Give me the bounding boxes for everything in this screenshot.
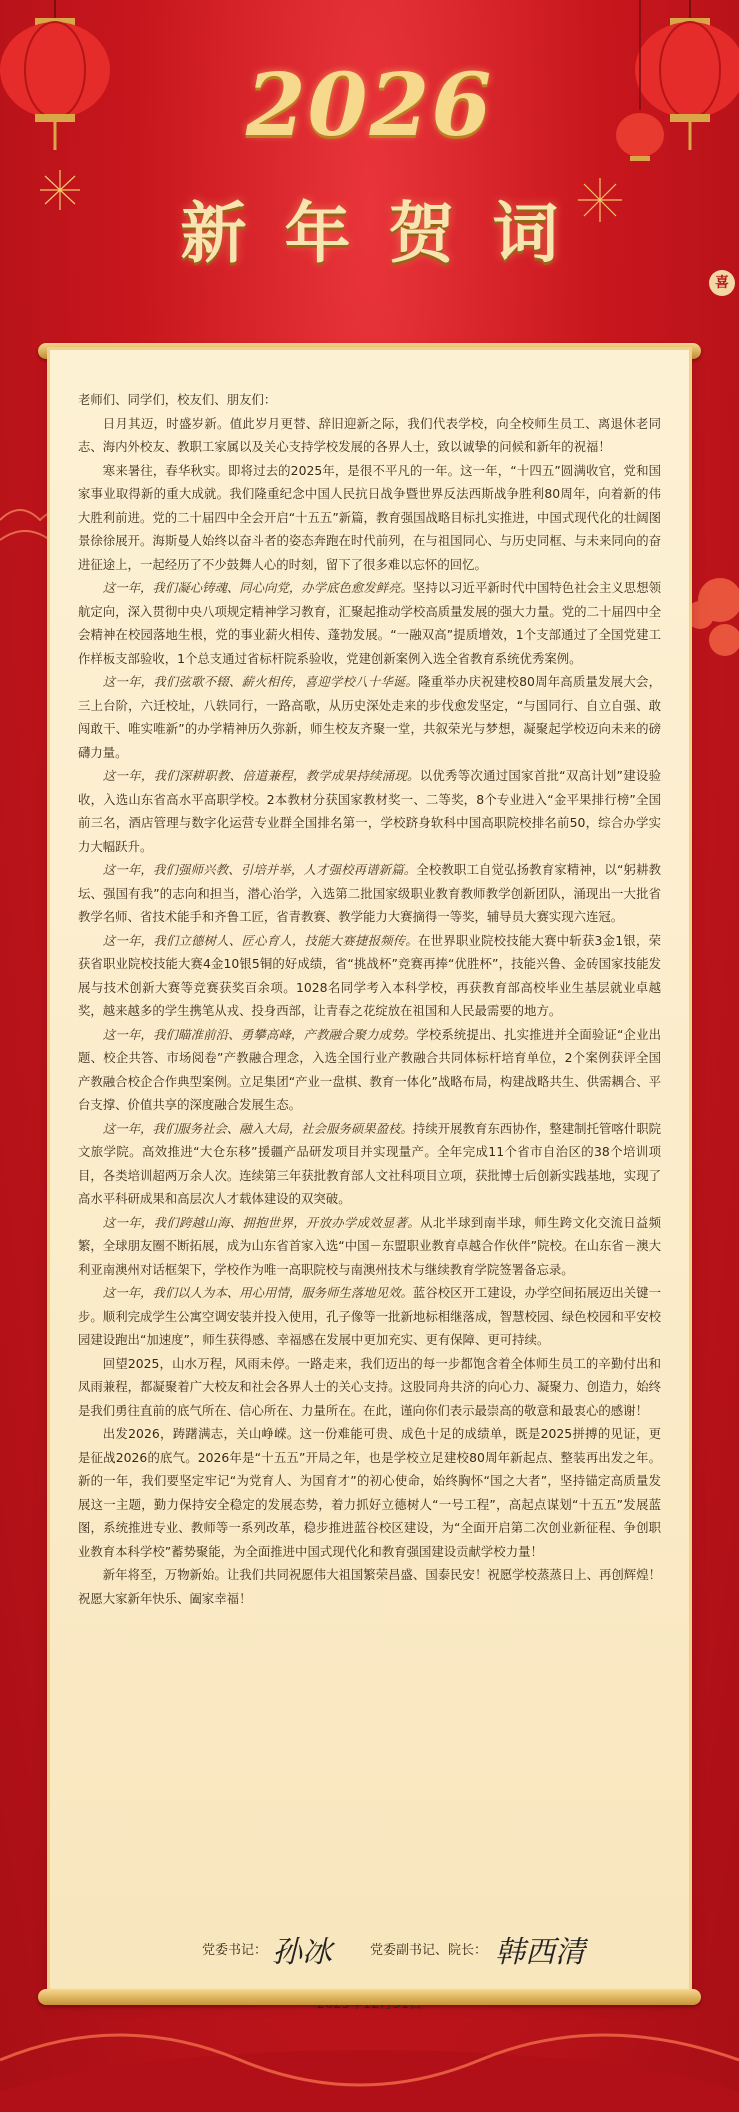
section-paragraph	[78, 1023, 661, 1117]
section-body: 全校教职工自觉弘扬教育家精神，以“躬耕教坛、强国有我”的志向和担当，潜心治学，入选第二批国家级职业教育教师教学创新团队，涌现出一大批省教学名师、省技术能手和齐鲁工匠，省青教赛、教学能力大赛摘得一等奖，辅导员大赛实现六连冠。	[78, 862, 662, 924]
section-body: 在世界职业院校技能大赛中斩获3金1银，荣获省职业院校技能大赛4金10银5铜的好成绩，省“挑战杯”竞赛再捧“优胜杯”，技能兴鲁、金砖国家技能发展与技术创新大赛等竞赛获奖百余项。1028名同学考入本科学校，再获教育部高校毕业生基层就业卓越奖，越来越多的学生携笔从戎、投身西部，让青春之花绽放在祖国和人民最需要的地方。	[78, 932, 661, 1018]
cloud-right-icon	[686, 578, 739, 656]
section-body: 从北半球到南半球，师生跨文化交流日益频繁，全球朋友圈不断拓展，成为山东省首家入选“中国－东盟职业教育卓越合作伙伴”院校。在山东省－澳大利亚南澳州对话框架下，学校作为唯一高职院校与南澳州技术与继续教育学院签署备忘录。	[78, 1214, 662, 1277]
section-body: 蓝谷校区开工建设，办学空间拓展迈出关键一步。顺利完成学生公寓空调安装并投入使用，孔子像等一批新地标相继落成，智慧校园、绿色校园和平安校园建设跑出“加速度”，师生获得感、幸福感在发展中更加充实、更有保障、更可持续。	[78, 1285, 662, 1347]
section-paragraph	[78, 1281, 661, 1352]
section-lead: 这一年，我们以人为本、用心用情，服务师生落地见效。	[102, 1285, 413, 1300]
section-lead: 这一年，我们立德树人、匠心育人，技能大赛捷报频传。	[102, 932, 419, 948]
closing-paragraph: 新年将至，万物新始。让我们共同祝愿伟大祖国繁荣昌盛、国泰民安！祝愿学校蒸蒸日上、再创辉煌！祝愿大家新年快乐、阖家幸福！	[78, 1567, 661, 1606]
section-body: 持续开展教育东西协作，整建制托管喀什职院文旅学院。高效推进“大仓东移”援疆产品研发项目并实现量产。全年完成11个省市自治区的38个培训项目，各类培训超两万余人次。连续第三年获批教育部人文社科项目立项，获批博士后创新实践基地，实现了高水平科研成果和高层次人才载体建设的双突破。	[78, 1120, 662, 1206]
secretary-label: 党委书记：	[202, 1943, 268, 1958]
deputy-signature: 韩西清	[495, 1935, 585, 1970]
section-lead: 这一年，我们强师兴教、引培并举，人才强校再谱新篇。	[102, 862, 417, 877]
secretary-signature: 孙冰	[272, 1935, 332, 1970]
deputy-label: 党委副书记、院长：	[370, 1943, 488, 1958]
section-paragraph	[78, 929, 661, 1023]
letter-scroll	[50, 350, 689, 1995]
section-lead: 这一年，我们凝心铸魂、同心向党，办学底色愈发鲜亮。	[102, 580, 413, 595]
section-paragraph	[78, 576, 661, 670]
section-paragraph	[78, 670, 661, 764]
section-lead: 这一年，我们跨越山海、拥抱世界，开放办学成效显著。	[102, 1214, 421, 1230]
section-lead: 这一年，我们深耕职教、倍道兼程，教学成果持续涌现。	[102, 768, 420, 783]
section-body: 坚持以习近平新时代中国特色社会主义思想领航定向，深入贯彻中央八项规定精神学习教育，汇聚起推动学校高质量发展的强大力量。党的二十届四中全会精神在校园落地生根，党的事业薪火相传、蓬勃发展。“一融双高”提质增效，1个支部通过了全国党建工作样板支部验收，1个总支通过省标杆院系验收，党建创新案例入选全省教育系统优秀案例。	[78, 580, 662, 666]
section-lead: 这一年，我们瞄准前沿、勇攀高峰，产教融合聚力成势。	[102, 1026, 417, 1042]
greeting: 老师们、同学们，校友们、朋友们：	[78, 392, 277, 407]
scroll-bottom-rod	[38, 1989, 701, 2005]
section-body: 学校系统提出、扎实推进并全面验证“企业出题、校企共答、市场阅卷”产教融合理念，入选全国行业产教融合共同体标杆培育单位，2个案例获评全国产教融合校企合作典型案例。立足集团“产业一盘棋、教育一体化”战略布局，构建战略共生、供需耦合、平台支撑、价值共享的深度融合发展生态。	[78, 1026, 662, 1112]
section-body: 隆重举办庆祝建校80周年高质量发展大会，三上台阶，六迁校址，八轶同行，一路高歌，从历史深处走来的步伐愈发坚定，“与国同行、自立自强、敢闯敢干、唯实唯新”的办学精神历久弥新，师生校友齐聚一堂，共叙荣光与梦想，凝聚起学校迈向未来的磅礴力量。	[78, 674, 661, 760]
intro-paragraph: 日月其迈，时盛岁新。值此岁月更替、辞旧迎新之际，我们代表学校，向全校师生员工、离退休老同志、海内外校友、教职工家属以及关心支持学校发展的各界人士，致以诚挚的问候和新年的祝福！	[78, 415, 661, 454]
xi-seal-icon: 喜	[709, 270, 735, 296]
section-paragraph	[78, 1211, 661, 1282]
section-body: 以优秀等次通过国家首批“双高计划”建设验收，入选山东省高水平高职学校。2本教材分获国家教材奖一、二等奖，8个专业进入“金平果排行榜”全国前三名，酒店管理与数字化运营专业群全国排名第一，学校跻身软科中国高职院校排名前50，综合办学实力大幅跃升。	[78, 768, 661, 854]
bottom-wave-decor	[0, 2035, 739, 2112]
section-lead: 这一年，我们服务社会、融入大局，社会服务硕果盈枝。	[102, 1120, 413, 1136]
review-paragraph: 寒来暑往，春华秋实。即将过去的2025年，是很不平凡的一年。这一年，“十四五”圆满收官，党和国家事业取得新的重大成就。我们隆重纪念中国人民抗日战争暨世界反法西斯战争胜利80周年，向着新的伟大胜利前进。党的二十届四中全会开启“十五五”新篇，教育强国战略目标扎实推进，中国式现代化的壮阔图景徐徐展开。海斯曼人始终以奋斗者的姿态奔跑在时代前列，在与祖国同心、与历史同框、与未来同向的奋进征途上，一起经历了不少鼓舞人心的时刻，留下了很多难以忘怀的回忆。	[78, 462, 661, 572]
section-paragraph	[78, 1117, 661, 1211]
section-paragraph	[78, 764, 661, 858]
section-paragraph	[78, 858, 661, 929]
page-title: 新年贺词	[180, 194, 597, 272]
year-title: 2026	[245, 55, 494, 156]
retrospect-paragraph: 回望2025，山水万程，风雨未停。一路走来，我们迈出的每一步都饱含着全体师生员工的辛勤付出和凤雨兼程，都凝聚着广大校友和社会各界人士的关心支持。这股同舟共济的向心力、凝聚力、创造力，始终是我们勇往直前的底气所在、信心所在、力量所在。在此，谨向你们表示最崇高的敬意和最衷心的感谢！	[78, 1355, 661, 1418]
outlook-paragraph: 出发2026，踌躇满志，关山峥嵘。这一份难能可贵、成色十足的成绩单，既是2025拼搏的见证，更是征战2026的底气。2026年是“十五五”开局之年，也是学校立足建校80周年新起点、整装再出发之年。新的一年，我们要坚定牢记“为党育人、为国育才”的初心使命，始终胸怀“国之大者”，坚持锚定高质量发展这一主题，勤力保持安全稳定的发展态势，着力抓好立德树人“一号工程”，高起点谋划“十五五”发展蓝图，系统推进专业、教师等一系列改革，稳步推进蓝谷校区建设，为“全面开启第二次创业新征程、争创职业教育本科学校”蓄势聚能，为全面推进中国式现代化和教育强国建设贡献学校力量！	[78, 1426, 661, 1559]
section-lead: 这一年，我们弦歌不辍、薪火相传，喜迎学校八十华诞。	[102, 674, 419, 689]
letter-body	[78, 388, 661, 1610]
